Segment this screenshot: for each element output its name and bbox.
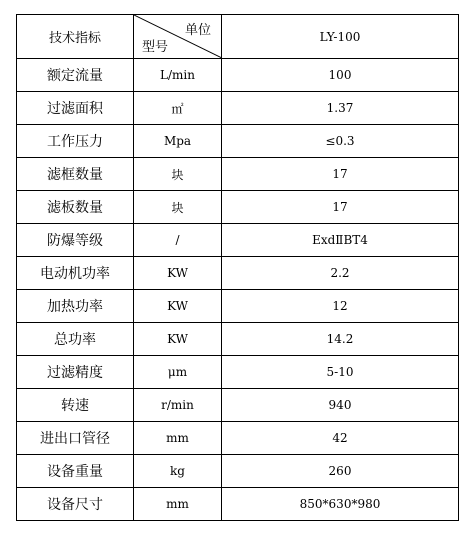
spec-value: 5-10	[222, 356, 459, 389]
table-row	[17, 323, 459, 356]
table-row	[17, 389, 459, 422]
spec-unit: KW	[134, 290, 222, 323]
table-row	[17, 356, 459, 389]
table-row	[17, 59, 459, 92]
spec-name: 转速	[17, 389, 134, 422]
spec-unit: 块	[134, 191, 222, 224]
spec-unit: /	[134, 224, 222, 257]
spec-name: 加热功率	[17, 290, 134, 323]
spec-value: 100	[222, 59, 459, 92]
table-row	[17, 224, 459, 257]
spec-name: 总功率	[17, 323, 134, 356]
spec-unit: KW	[134, 257, 222, 290]
spec-name: 滤框数量	[17, 158, 134, 191]
spec-table	[16, 14, 459, 521]
spec-unit: kg	[134, 455, 222, 488]
table-row	[17, 455, 459, 488]
table-row	[17, 158, 459, 191]
spec-value: 12	[222, 290, 459, 323]
table-row	[17, 422, 459, 455]
header-model-value: LY-100	[222, 15, 459, 59]
spec-unit: μm	[134, 356, 222, 389]
spec-unit: 块	[134, 158, 222, 191]
table-row	[17, 191, 459, 224]
spec-value: 940	[222, 389, 459, 422]
spec-unit: ㎡	[134, 92, 222, 125]
spec-value: 1.37	[222, 92, 459, 125]
spec-unit: mm	[134, 422, 222, 455]
header-indicator: 技术指标	[17, 15, 134, 59]
spec-name: 设备重量	[17, 455, 134, 488]
header-row	[17, 15, 459, 59]
spec-table-body	[17, 15, 459, 521]
spec-name: 过滤精度	[17, 356, 134, 389]
spec-name: 设备尺寸	[17, 488, 134, 521]
header-unit-label: 单位	[184, 23, 211, 38]
spec-value: 2.2	[222, 257, 459, 290]
spec-value: 17	[222, 191, 459, 224]
spec-value: 850*630*980	[222, 488, 459, 521]
table-row	[17, 92, 459, 125]
spec-unit: Mpa	[134, 125, 222, 158]
spec-unit: mm	[134, 488, 222, 521]
spec-value: 260	[222, 455, 459, 488]
table-row	[17, 257, 459, 290]
table-row	[17, 125, 459, 158]
spec-value: ≤0.3	[222, 125, 459, 158]
spec-name: 过滤面积	[17, 92, 134, 125]
header-model-label: 型号	[142, 40, 169, 55]
spec-name: 额定流量	[17, 59, 134, 92]
spec-name: 防爆等级	[17, 224, 134, 257]
table-row	[17, 290, 459, 323]
spec-value: ExdⅡBT4	[222, 224, 459, 257]
spec-value: 42	[222, 422, 459, 455]
table-row	[17, 488, 459, 521]
spec-value: 14.2	[222, 323, 459, 356]
spec-name: 滤板数量	[17, 191, 134, 224]
spec-name: 电动机功率	[17, 257, 134, 290]
spec-unit: KW	[134, 323, 222, 356]
spec-unit: L/min	[134, 59, 222, 92]
spec-value: 17	[222, 158, 459, 191]
spec-name: 工作压力	[17, 125, 134, 158]
spec-name: 进出口管径	[17, 422, 134, 455]
spec-unit: r/min	[134, 389, 222, 422]
header-unit-model-cell	[134, 15, 222, 59]
